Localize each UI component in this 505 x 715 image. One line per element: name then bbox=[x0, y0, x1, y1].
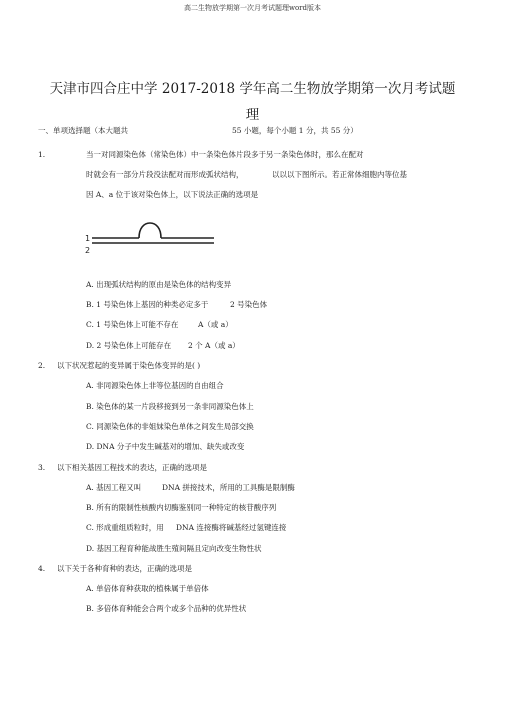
q1-stem-line2a: 时就会有一部分片段没法配对而形成弧状结构， bbox=[86, 170, 244, 179]
title-line-2: 理 bbox=[245, 107, 260, 123]
title-line-1: 天津市四合庄中学 2017-2018 学年高二生物放学期第一次月考试题 bbox=[49, 81, 456, 97]
chromosome-loop bbox=[139, 223, 161, 238]
q1-stem-line2b: 以以以下图所示。若正常体细胞内等位基 bbox=[272, 170, 407, 179]
q1-option-d-part2: 2 个 A（或 a） bbox=[188, 341, 240, 350]
q4-number: 4. bbox=[38, 564, 46, 573]
q1-stem-line1: 当一对同源染色体（常染色体）中一条染色体片段多于另一条染色体时，那么在配对 bbox=[86, 150, 364, 159]
q1-option-b-part2: 2 号染色体 bbox=[230, 300, 268, 309]
section-detail: 55 小题，每个小题 1 分，共 55 分） bbox=[232, 126, 358, 135]
q2-number: 2. bbox=[38, 361, 46, 370]
page-header: 高二生物放学期第一次月考试题理word版本 bbox=[183, 4, 322, 12]
q2-option-b: B. 染色体的某一片段移接到另一条非同源染色体上 bbox=[86, 402, 254, 411]
q2-option-c: C. 同源染色体的非姐妹染色单体之间发生局部交换 bbox=[86, 422, 254, 431]
q4-option-a: A. 单倍体育种获取的植株属于单倍体 bbox=[86, 584, 209, 593]
chromosome-loop-diagram bbox=[84, 220, 224, 256]
q3-stem: 以下相关基因工程技术的表达，正确的选项是 bbox=[57, 463, 207, 472]
q1-option-d-part1: D. 2 号染色体上可能存在 bbox=[86, 341, 172, 350]
q2-stem: 以下状况惹起的变异属于染色体变异的是( ) bbox=[57, 361, 201, 370]
q1-stem-line3: 因 A、a 位于该对染色体上，以下说法正确的选项是 bbox=[86, 190, 259, 199]
q2-option-d: D. DNA 分子中发生碱基对的增加、缺失或改变 bbox=[86, 442, 245, 451]
section-heading: 一、单项选择题（本大题共 bbox=[38, 126, 128, 135]
q3-option-d: D. 基因工程育种能战胜生殖间隔且定向改变生物性状 bbox=[86, 544, 262, 553]
exam-title bbox=[40, 76, 465, 128]
q1-option-c-part2: A（或 a） bbox=[198, 320, 233, 329]
q4-option-b: B. 多倍体育种能会合两个或多个品种的优异性状 bbox=[86, 604, 247, 613]
q3-option-a-part2: DNA 拼接技术，所用的工具酶是限制酶 bbox=[162, 483, 295, 492]
q3-option-b: B. 所有的限制性核酸内切酶鉴别同一种特定的核苷酸序列 bbox=[86, 503, 277, 512]
q4-stem: 以下关于各种育种的表达，正确的选项是 bbox=[57, 564, 192, 573]
q3-option-c-part1: C. 形成重组质粒时，用 bbox=[86, 523, 164, 532]
q2-option-a: A. 非同源染色体上非等位基因的自由组合 bbox=[86, 381, 224, 390]
q1-option-c-part1: C. 1 号染色体上可能不存在 bbox=[86, 320, 179, 329]
q1-number: 1. bbox=[38, 150, 46, 159]
q3-number: 3. bbox=[38, 463, 46, 472]
fig-label-1: 1 bbox=[85, 234, 91, 243]
chromosome-figure bbox=[84, 220, 224, 260]
fig-label-2: 2 bbox=[85, 246, 91, 255]
q1-option-b-part1: B. 1 号染色体上基因的种类必定多于 bbox=[86, 300, 209, 309]
q1-option-a: A. 出现弧状结构的原由是染色体的结构变异 bbox=[86, 280, 232, 289]
q3-option-a-part1: A. 基因工程又叫 bbox=[86, 483, 142, 492]
q3-option-c-part2: DNA 连接酶将碱基经过氢键连接 bbox=[176, 523, 287, 532]
